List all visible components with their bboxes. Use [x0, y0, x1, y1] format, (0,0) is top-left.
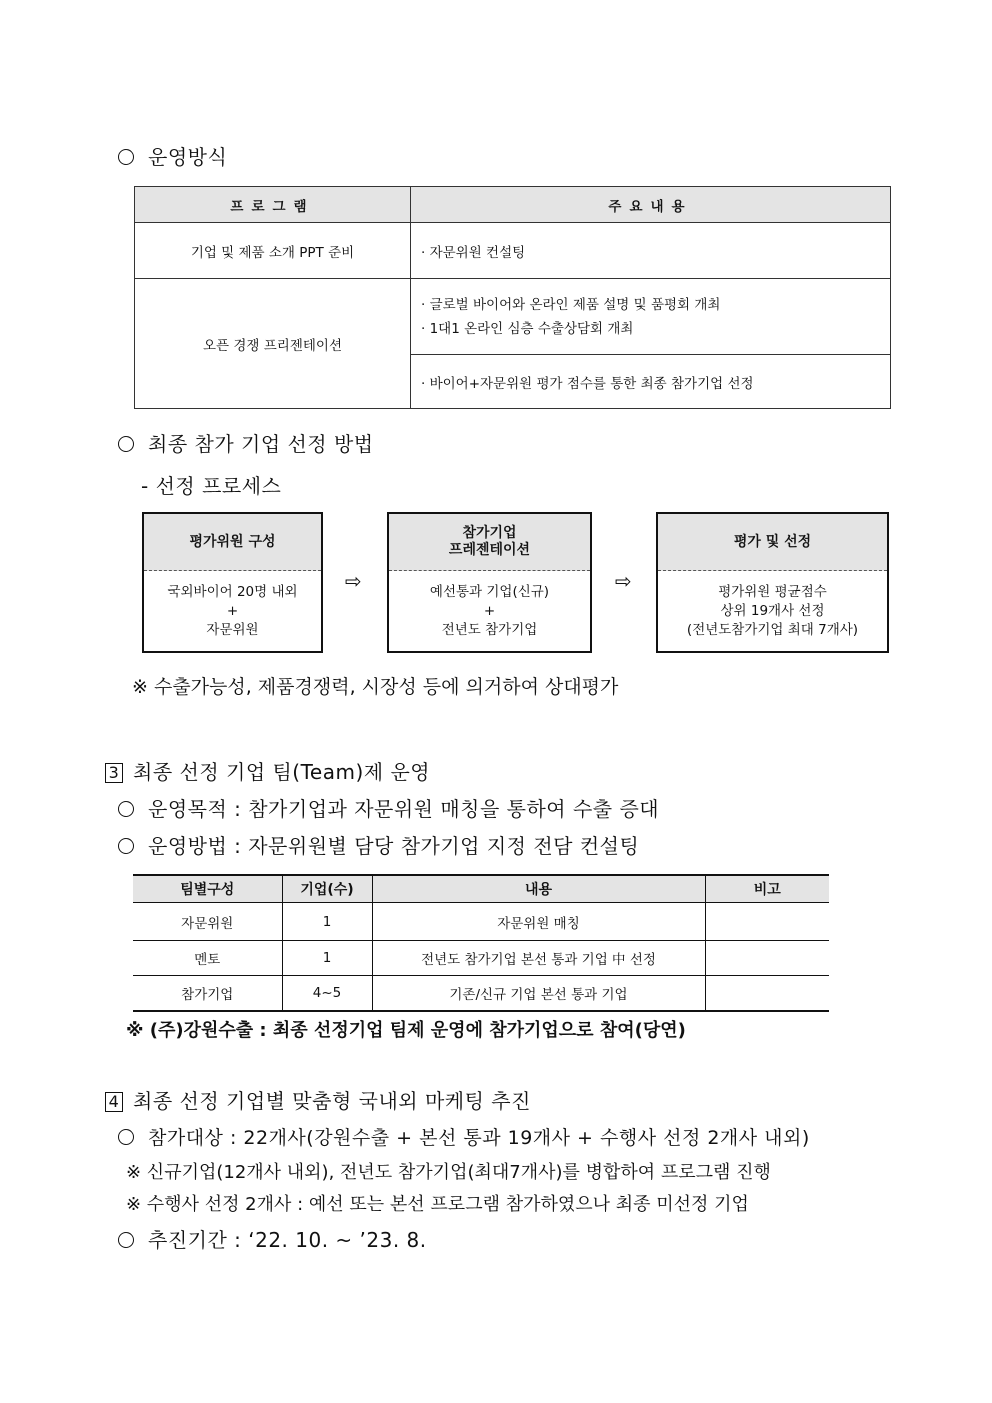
circle-bullet-icon [118, 1232, 134, 1248]
flow-box-evaluation [656, 512, 889, 653]
table-header-row [133, 875, 829, 903]
content-cell: · 바이어+자문위원 평가 점수를 통한 최종 참가기업 선정 [411, 355, 891, 409]
circle-bullet-icon [118, 436, 134, 452]
table-row: 자문위원 1 자문위원 매칭 [133, 903, 829, 941]
relative-evaluation-note: ※ 수출가능성, 제품경쟁력, 시장성 등에 의거하여 상대평가 [132, 676, 619, 698]
circle-bullet-icon [118, 1129, 134, 1145]
flow-box-body: 국외바이어 20명 내외 + 자문위원 [167, 583, 298, 638]
gangwon-export-note: ※ (주)강원수출 : 최종 선정기업 팀제 운영에 참가기업으로 참여(당연) [126, 1020, 686, 1041]
section-number-box: 4 [105, 1092, 123, 1112]
section3-heading: 3 최종 선정 기업 팀(Team)제 운영 [105, 756, 430, 785]
content-cell: · 글로벌 바이어와 온라인 제품 설명 및 품평회 개최 · 1대1 온라인 심층 수출상담회 개최 [411, 279, 891, 355]
section4-period: 추진기간 : ‘22. 10. ~ ’23. 8. [118, 1224, 427, 1253]
circle-bullet-icon [118, 149, 134, 165]
table-header-row [135, 187, 891, 223]
content-cell: · 자문위원 컨설팅 [411, 223, 891, 279]
right-arrow-icon: ⇨ [615, 569, 632, 593]
section4-heading: 4 최종 선정 기업별 맞춤형 국내외 마케팅 추진 [105, 1085, 531, 1114]
flow-box-body: 예선통과 기업(신규) + 전년도 참가기업 [429, 583, 550, 638]
header-count: 기업(수) [282, 875, 372, 903]
flow-box-evaluators [142, 512, 323, 653]
table-row: 참가기업 4~5 기존/신규 기업 본선 통과 기업 [133, 976, 829, 1012]
section-number-box: 3 [105, 763, 123, 783]
flow-box-title: 평가 및 선정 [658, 514, 887, 571]
circle-bullet-icon [118, 801, 134, 817]
section-select-heading: 최종 참가 기업 선정 방법 [118, 428, 374, 457]
section-ops-heading: 운영방식 [118, 141, 227, 170]
flow-box-body: 평가위원 평균점수 상위 19개사 선정 (전년도참가기업 최대 7개사) [686, 583, 859, 638]
section4-target: 참가대상 : 22개사(강원수출 + 본선 통과 19개사 + 수행사 선정 2개사 내외) [118, 1123, 810, 1150]
header-content: 내용 [372, 875, 705, 903]
table-row: 멘토 1 전년도 참가기업 본선 통과 기업 中 선정 [133, 941, 829, 976]
right-arrow-icon: ⇨ [345, 569, 362, 593]
table-row [135, 223, 891, 279]
section3-method: 운영방법 : 자문위원별 담당 참가기업 지정 전담 컨설팅 [118, 830, 639, 859]
header-remark: 비고 [705, 875, 829, 903]
circle-bullet-icon [118, 838, 134, 854]
team-composition-table [133, 874, 829, 1012]
section4-note-new-companies: ※ 신규기업(12개사 내외), 전년도 참가기업(최대7개사)를 병합하여 프로그램 진행 [126, 1162, 771, 1183]
operation-method-table [134, 186, 891, 409]
program-cell: 기업 및 제품 소개 PPT 준비 [135, 223, 411, 279]
program-cell: 오픈 경쟁 프리젠테이션 [135, 279, 411, 409]
header-program: 프로그램 [135, 187, 411, 223]
table-row [135, 279, 891, 355]
selection-process-subheading: - 선정 프로세스 [141, 474, 282, 498]
flow-box-title: 평가위원 구성 [144, 514, 321, 571]
section4-note-contractor: ※ 수행사 선정 2개사 : 예선 또는 본선 프로그램 참가하였으나 최종 미선정 기업 [126, 1194, 749, 1215]
header-team: 팀별구성 [133, 875, 282, 903]
flow-box-presentation [387, 512, 592, 653]
header-content: 주요내용 [411, 187, 891, 223]
section3-purpose: 운영목적 : 참가기업과 자문위원 매칭을 통하여 수출 증대 [118, 793, 659, 822]
flow-box-title: 참가기업 프레젠테이션 [389, 514, 590, 571]
